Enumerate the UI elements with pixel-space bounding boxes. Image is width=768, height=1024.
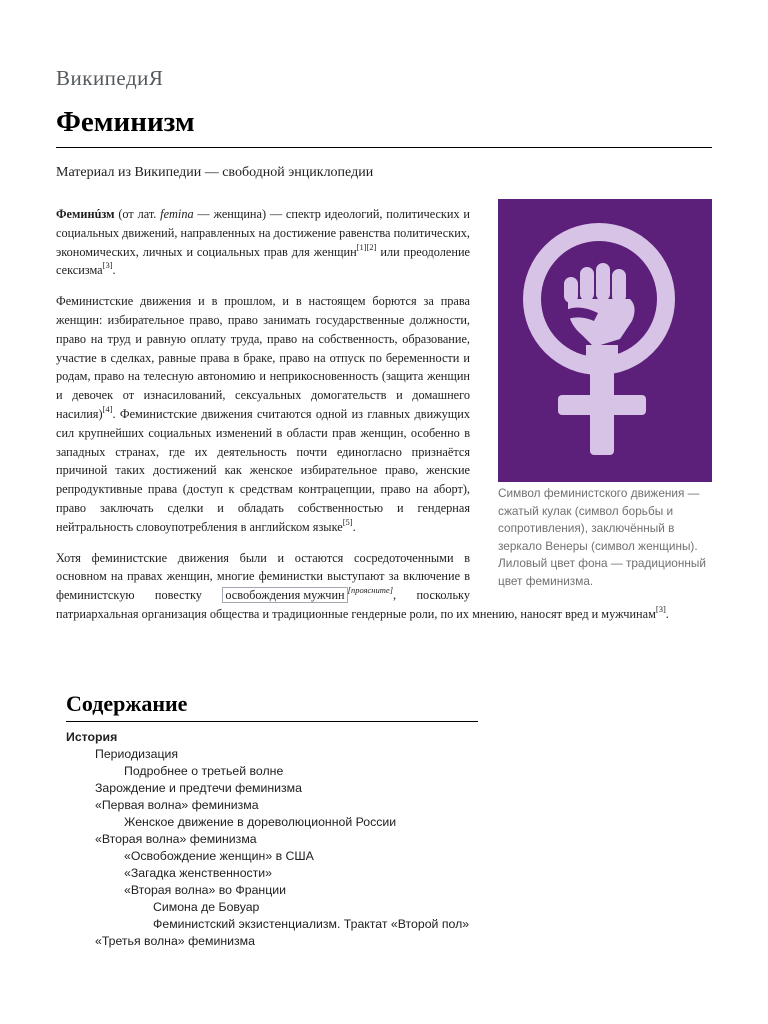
rights-paragraph: Феминистские движения и в прошлом, и в настоящем борются за права женщин: избирательное право, право занимать государственные должности, право на труд и равную оплату труда, право на собственность, образование, участие в сделках, равные права в браке, право на отпуск по беременности и родам, право на телесную автономию и неприкосновенность (защита женщин и девочек от изнасилований, сексуальных домогательств и домашнего насилия)[4]. Феминистские движения считаются одной из главных движущих сил крупнейших социальных изменений в области прав женщин, особенно в западных странах, где их деятельность почти единогласно признаётся причиной таких достижений как женское избирательное право, женские репродуктивные права (доступ к средствам контрацепции, право на аборт), право заключать сделки и обладать собственностью и гендерная нейтральность словоупотребления в английском языке[5]. <box>56 294 470 534</box>
latin-abbrev-link[interactable]: лат. <box>137 207 157 221</box>
toc-item[interactable]: Феминистский экзистенциализм. Трактат «Второй пол» <box>153 917 470 931</box>
table-of-contents <box>66 729 566 950</box>
toc-title: Содержание <box>66 691 188 716</box>
reference-3-repeat[interactable]: [3] <box>655 603 666 614</box>
toc-item[interactable]: История <box>66 730 118 744</box>
reference-2[interactable]: [2] <box>366 241 377 252</box>
toc-item[interactable]: Зарождение и предтечи феминизма <box>95 781 302 795</box>
toc-item[interactable]: «Третья волна» феминизма <box>95 934 255 948</box>
toc-item[interactable]: Периодизация <box>95 747 179 761</box>
page-title: Феминизм <box>56 106 195 138</box>
intro-paragraph: Феминúзм (от лат. femina — женщина) — спектр идеологий, политических и социальных движений, направленных на достижение равенства политических, экономических, личных и социальных прав для женщин[1][2] или преодоление сексизма[3]. <box>56 207 470 278</box>
site-tagline: Материал из Википедии — свободной энциклопедии <box>56 165 374 180</box>
toc-item[interactable]: Женское движение в дореволюционной России <box>124 815 397 829</box>
latin-word: femina <box>160 207 194 221</box>
toc-item[interactable]: Подробнее о третьей волне <box>124 764 284 778</box>
toc-item[interactable]: Симона де Бовуар <box>153 900 260 914</box>
infobox-caption: Символ феминистского движения — сжатый кулак (символ борьбы и сопротивления), заключённый в зеркало Венеры (символ женщины). Лиловый цвет фона — традиционный цвет феминизма. <box>498 486 706 588</box>
article-term: Феминúзм <box>56 207 115 221</box>
clarify-tag[interactable]: [проясните] <box>347 585 393 596</box>
toc-divider <box>66 721 478 722</box>
toc-item[interactable]: «Первая волна» феминизма <box>95 798 259 812</box>
article-body <box>56 205 712 636</box>
infobox <box>498 199 712 590</box>
toc-item[interactable]: «Вторая волна» во Франции <box>124 883 286 897</box>
reference-5[interactable]: [5] <box>342 516 353 527</box>
men-liberation-paragraph: Хотя феминистские движения были и остаются сосредоточенными в основном на правах женщин, многие феминистки выступают за включение в феминистскую повестку освобождения мужчин [проясните], поскольку патриархальная организация общества и традиционные гендерные роли, по их мнению, наносят вред и мужчинам[3]. <box>56 550 669 621</box>
toc-item[interactable]: «Вторая волна» феминизма <box>95 832 257 846</box>
toc-item[interactable]: «Освобождение женщин» в США <box>124 849 314 863</box>
reference-3[interactable]: [3] <box>102 260 113 271</box>
men-liberation-link[interactable]: освобождения мужчин <box>222 587 347 603</box>
wikipedia-wordmark[interactable]: ВикипедиЯ <box>56 66 164 90</box>
reference-1[interactable]: [1] <box>356 241 367 252</box>
title-divider <box>56 147 712 148</box>
toc-item[interactable]: «Загадка женственности» <box>124 866 273 880</box>
feminism-symbol-image[interactable] <box>498 199 712 482</box>
reference-4[interactable]: [4] <box>102 403 113 414</box>
